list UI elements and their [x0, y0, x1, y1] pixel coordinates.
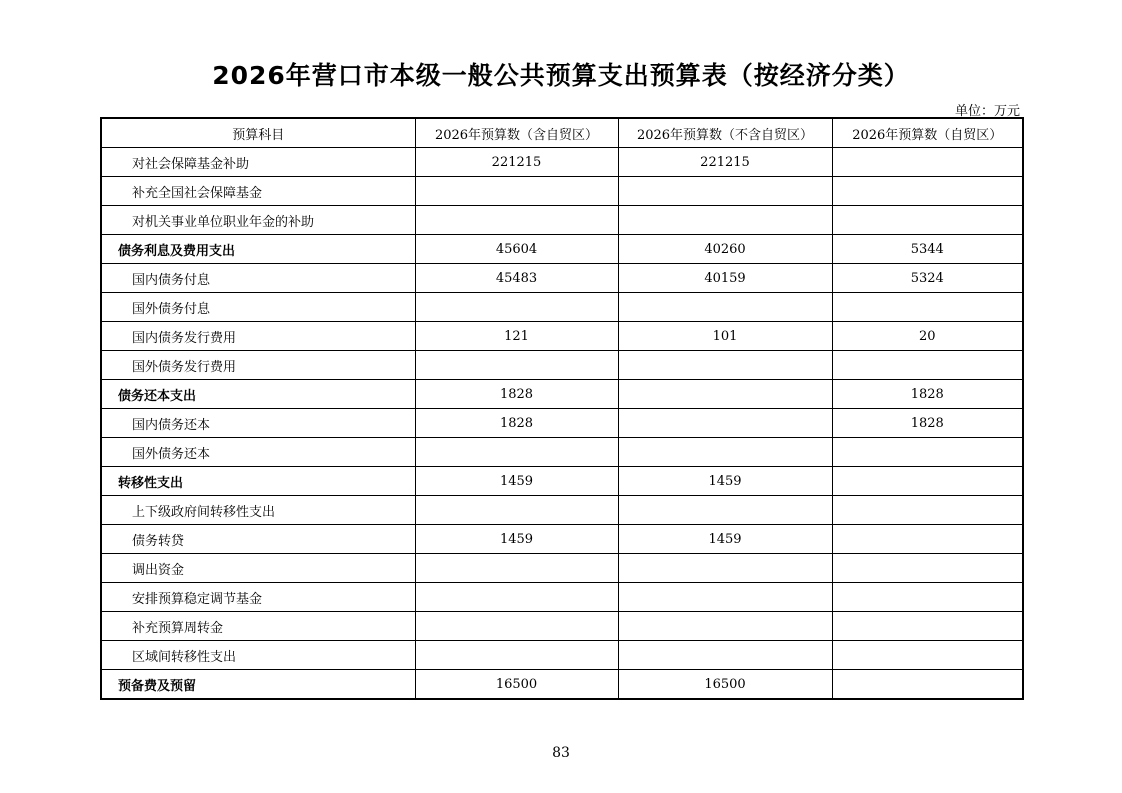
- value-excl-ftz: 221215: [618, 148, 832, 177]
- value-incl-ftz: [415, 496, 618, 525]
- value-ftz: [832, 583, 1023, 612]
- table-row: [101, 293, 1023, 322]
- row-subject: 补充全国社会保障基金: [101, 177, 415, 206]
- value-ftz: [832, 177, 1023, 206]
- row-subject: 国内债务发行费用: [101, 322, 415, 351]
- table-row: [101, 409, 1023, 438]
- row-subject: 国外债务付息: [101, 293, 415, 322]
- header-total-incl-ftz: 2026年预算数（含自贸区）: [415, 118, 618, 148]
- table-row: [101, 467, 1023, 496]
- table-row: [101, 554, 1023, 583]
- table-row: [101, 235, 1023, 264]
- value-incl-ftz: 1459: [415, 467, 618, 496]
- value-excl-ftz: [618, 438, 832, 467]
- value-excl-ftz: [618, 496, 832, 525]
- row-subject: 国内债务还本: [101, 409, 415, 438]
- page-number: 83: [552, 745, 570, 761]
- value-incl-ftz: 121: [415, 322, 618, 351]
- value-incl-ftz: [415, 641, 618, 670]
- budget-table: [100, 117, 1024, 700]
- value-ftz: [832, 206, 1023, 235]
- value-ftz: 20: [832, 322, 1023, 351]
- value-excl-ftz: 16500: [618, 670, 832, 700]
- table-row: [101, 641, 1023, 670]
- value-ftz: 1828: [832, 409, 1023, 438]
- row-subject: 安排预算稳定调节基金: [101, 583, 415, 612]
- value-excl-ftz: 101: [618, 322, 832, 351]
- table-row: [101, 148, 1023, 177]
- value-ftz: 1828: [832, 380, 1023, 409]
- row-subject: 对社会保障基金补助: [101, 148, 415, 177]
- value-ftz: [832, 641, 1023, 670]
- table-row: [101, 670, 1023, 700]
- value-excl-ftz: 1459: [618, 467, 832, 496]
- value-incl-ftz: [415, 351, 618, 380]
- row-subject: 国内债务付息: [101, 264, 415, 293]
- value-ftz: 5344: [832, 235, 1023, 264]
- table-row: [101, 438, 1023, 467]
- value-excl-ftz: [618, 554, 832, 583]
- value-excl-ftz: [618, 380, 832, 409]
- row-subject: 转移性支出: [101, 467, 415, 496]
- value-ftz: [832, 496, 1023, 525]
- row-subject: 区域间转移性支出: [101, 641, 415, 670]
- row-subject: 国外债务发行费用: [101, 351, 415, 380]
- unit-label: 单位：万元: [954, 104, 1020, 119]
- table-row: [101, 322, 1023, 351]
- value-ftz: [832, 293, 1023, 322]
- value-excl-ftz: [618, 641, 832, 670]
- row-subject: 预备费及预留: [101, 670, 415, 700]
- row-subject: 补充预算周转金: [101, 612, 415, 641]
- value-incl-ftz: [415, 293, 618, 322]
- table-body: [101, 148, 1023, 700]
- value-incl-ftz: [415, 438, 618, 467]
- value-incl-ftz: [415, 554, 618, 583]
- row-subject: 债务还本支出: [101, 380, 415, 409]
- page-title: 2026年营口市本级一般公共预算支出预算表（按经济分类）: [212, 61, 910, 90]
- table-row: [101, 380, 1023, 409]
- value-incl-ftz: 16500: [415, 670, 618, 700]
- value-excl-ftz: [618, 583, 832, 612]
- value-excl-ftz: [618, 293, 832, 322]
- value-incl-ftz: 221215: [415, 148, 618, 177]
- row-subject: 对机关事业单位职业年金的补助: [101, 206, 415, 235]
- value-ftz: [832, 525, 1023, 554]
- table-row: [101, 264, 1023, 293]
- row-subject: 债务转贷: [101, 525, 415, 554]
- table-header-row: [101, 118, 1023, 148]
- table-row: [101, 525, 1023, 554]
- value-incl-ftz: 1828: [415, 380, 618, 409]
- value-excl-ftz: [618, 177, 832, 206]
- value-incl-ftz: [415, 583, 618, 612]
- row-subject: 债务利息及费用支出: [101, 235, 415, 264]
- value-incl-ftz: 1828: [415, 409, 618, 438]
- table-row: [101, 351, 1023, 380]
- table-row: [101, 583, 1023, 612]
- header-total-excl-ftz: 2026年预算数（不含自贸区）: [618, 118, 832, 148]
- header-ftz: 2026年预算数（自贸区）: [832, 118, 1023, 148]
- row-subject: 调出资金: [101, 554, 415, 583]
- value-ftz: [832, 438, 1023, 467]
- table-row: [101, 496, 1023, 525]
- table-row: [101, 206, 1023, 235]
- value-excl-ftz: [618, 409, 832, 438]
- value-incl-ftz: [415, 177, 618, 206]
- value-incl-ftz: 45483: [415, 264, 618, 293]
- value-ftz: [832, 554, 1023, 583]
- value-excl-ftz: [618, 351, 832, 380]
- value-ftz: [832, 467, 1023, 496]
- row-subject: 上下级政府间转移性支出: [101, 496, 415, 525]
- value-excl-ftz: 40159: [618, 264, 832, 293]
- value-excl-ftz: 40260: [618, 235, 832, 264]
- table-row: [101, 612, 1023, 641]
- value-ftz: 5324: [832, 264, 1023, 293]
- table-row: [101, 177, 1023, 206]
- value-excl-ftz: [618, 612, 832, 641]
- row-subject: 国外债务还本: [101, 438, 415, 467]
- value-incl-ftz: 45604: [415, 235, 618, 264]
- value-ftz: [832, 670, 1023, 700]
- value-ftz: [832, 148, 1023, 177]
- value-ftz: [832, 351, 1023, 380]
- value-incl-ftz: 1459: [415, 525, 618, 554]
- header-budget-subject: 预算科目: [101, 118, 415, 148]
- value-excl-ftz: [618, 206, 832, 235]
- value-excl-ftz: 1459: [618, 525, 832, 554]
- value-ftz: [832, 612, 1023, 641]
- value-incl-ftz: [415, 206, 618, 235]
- value-incl-ftz: [415, 612, 618, 641]
